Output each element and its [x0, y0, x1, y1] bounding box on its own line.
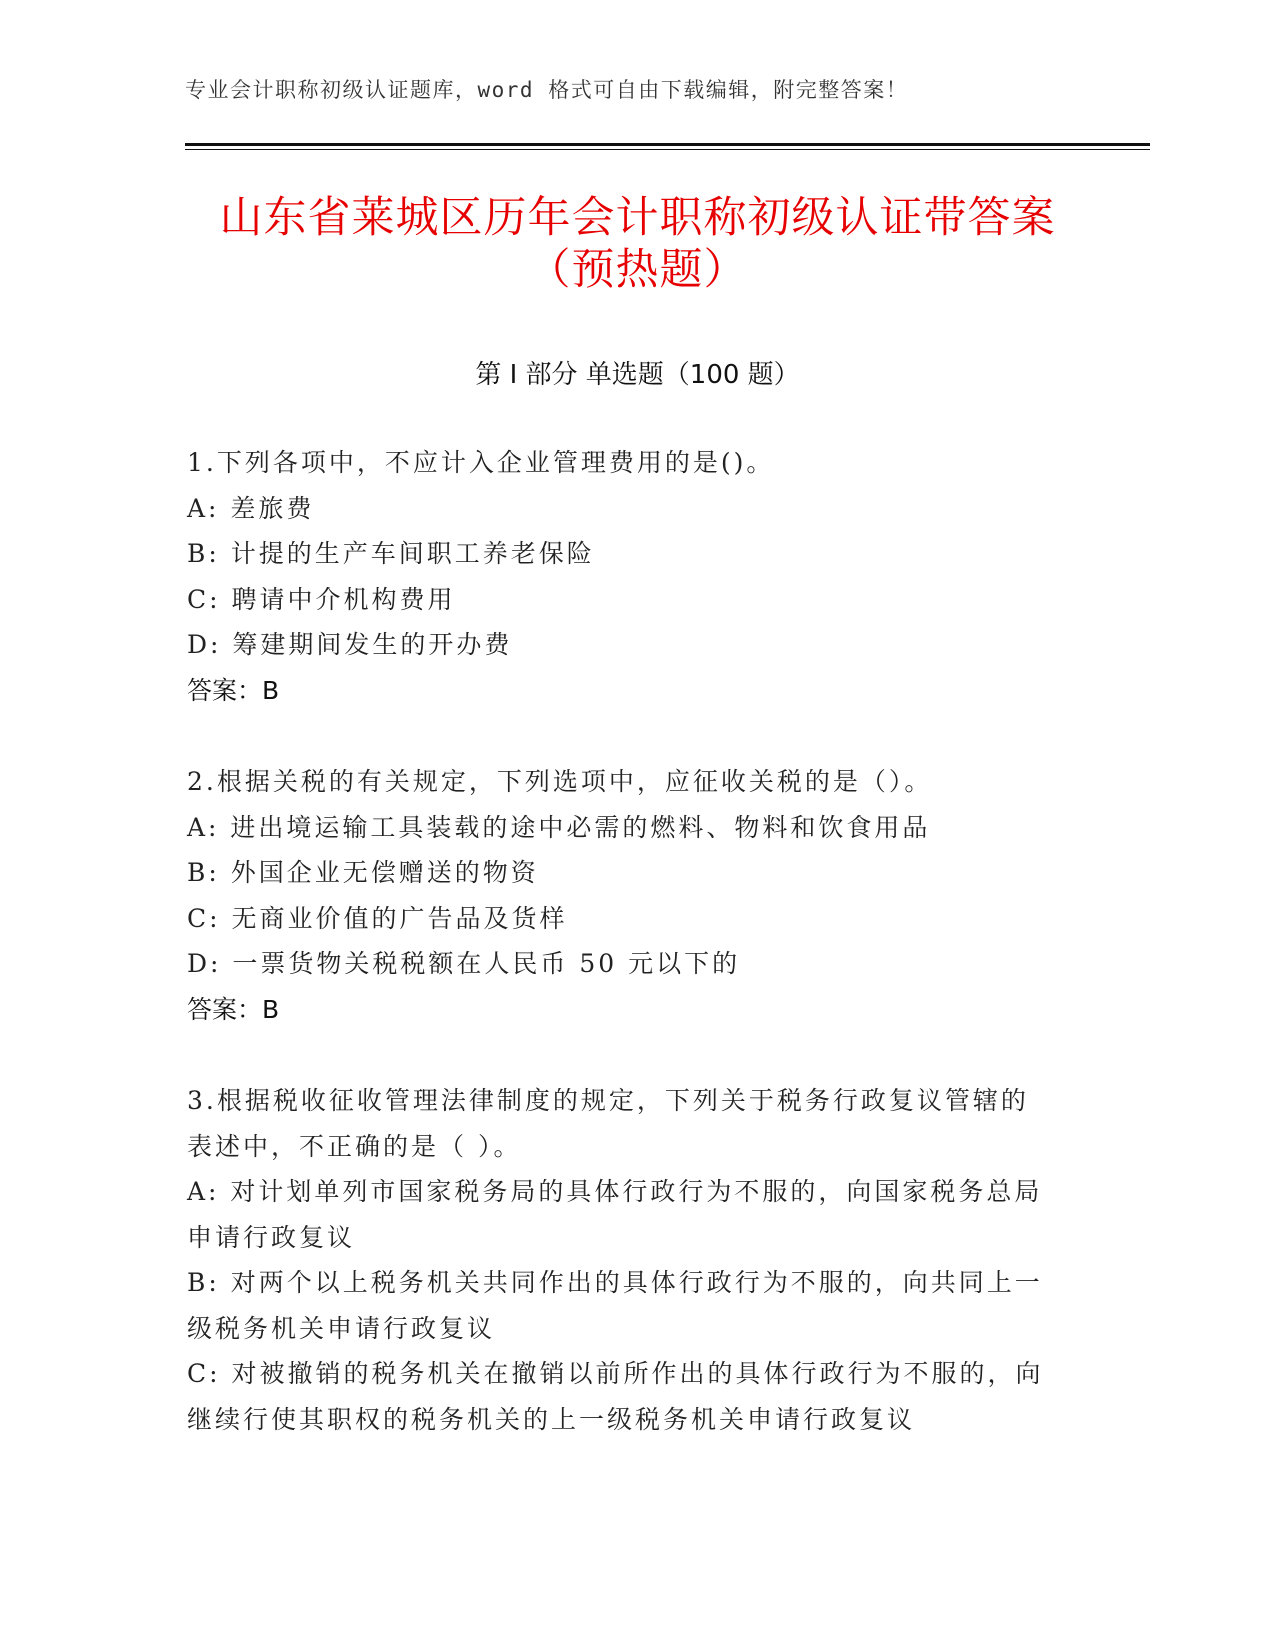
question-list [187, 440, 1067, 1442]
option-b-line-2: 级税务机关申请行政复议 [187, 1313, 496, 1343]
document-title-line-2: （预热题） [527, 245, 748, 295]
option-a-line-2: 申请行政复议 [187, 1222, 356, 1252]
question-gap [187, 1032, 1067, 1078]
option-c: C: 无商业价值的广告品及货样 [187, 903, 568, 933]
question-stem-line-2: 表述中，不正确的是（ ）。 [187, 1131, 522, 1161]
question-stem: 2.根据关税的有关规定，下列选项中，应征收关税的是（）。 [187, 767, 933, 796]
option-d: D: 一票货物关税税额在人民币 50 元以下的 [187, 949, 741, 978]
header-rule-thick [185, 143, 1150, 146]
question-2 [187, 759, 1067, 1032]
option-b: B: 外国企业无偿赠送的物资 [187, 858, 539, 887]
option-c: C: 聘请中介机构费用 [187, 584, 456, 614]
header-rule-thin [185, 149, 1150, 150]
option-b-line-1: B: 对两个以上税务机关共同作出的具体行政行为不服的，向共同上一 [187, 1268, 1043, 1297]
question-stem-line-1: 3.根据税收征收管理法律制度的规定，下列关于税务行政复议管辖的 [187, 1086, 1029, 1115]
document-title [0, 192, 1275, 296]
question-stem: 1.下列各项中，不应计入企业管理费用的是()。 [187, 448, 775, 477]
question-gap [187, 713, 1067, 759]
document-title-line-1: 山东省莱城区历年会计职称初级认证带答案 [219, 193, 1056, 243]
option-a-line-1: A: 对计划单列市国家税务局的具体行政行为不服的，向国家税务总局 [187, 1177, 1043, 1206]
section-heading: 第 I 部分 单选题（100 题） [475, 360, 800, 390]
answer-line: 答案：B [187, 675, 280, 705]
option-b: B: 计提的生产车间职工养老保险 [187, 539, 595, 568]
header-note: 专业会计职称初级认证题库，word 格式可自由下载编辑，附完整答案！ [185, 78, 909, 102]
option-c-line-1: C: 对被撤销的税务机关在撤销以前所作出的具体行政行为不服的，向 [187, 1359, 1044, 1388]
question-3 [187, 1078, 1067, 1442]
answer-line: 答案：B [187, 994, 280, 1024]
option-a: A: 进出境运输工具装载的途中必需的燃料、物料和饮食用品 [187, 812, 931, 842]
question-1 [187, 440, 1067, 713]
option-d: D: 筹建期间发生的开办费 [187, 630, 513, 659]
option-c-line-2: 继续行使其职权的税务机关的上一级税务机关申请行政复议 [187, 1404, 916, 1434]
option-a: A: 差旅费 [187, 493, 315, 523]
